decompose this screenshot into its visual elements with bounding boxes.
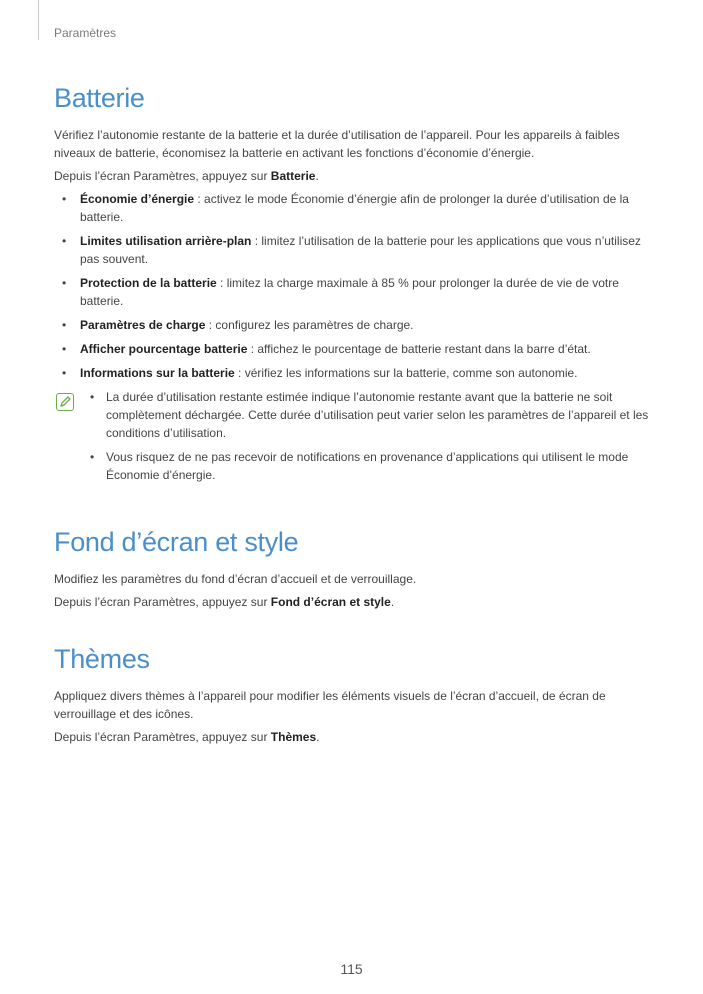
section-wallpaper bbox=[54, 524, 654, 611]
bullet: • bbox=[62, 366, 67, 380]
page-content bbox=[54, 80, 654, 751]
list-item: • Paramètres de charge : configurez les paramètres de charge. bbox=[62, 318, 414, 332]
themes-path: Depuis l’écran Paramètres, appuyez sur Thèmes. bbox=[54, 730, 320, 744]
section-title-wallpaper: Fond d’écran et style bbox=[54, 527, 299, 557]
list-item: • Vous risquez de ne pas recevoir de notifications en provenance d’applications qui utilisent le mode Économie d’énergie. bbox=[90, 450, 629, 482]
section-battery bbox=[54, 80, 654, 484]
battery-intro: Vérifiez l’autonomie restante de la batterie et la durée d’utilisation de l’appareil. Pour les appareils à faibles niveaux de batterie, économisez la batterie en activant les fonctions d’économie d’énergie. bbox=[54, 128, 620, 160]
bullet: • bbox=[62, 276, 67, 290]
list-item: • Protection de la batterie : limitez la charge maximale à 85 % pour prolonger la durée de vie de votre batterie. bbox=[62, 276, 619, 308]
bullet: • bbox=[62, 192, 67, 206]
section-title-themes: Thèmes bbox=[54, 644, 150, 674]
bullet: • bbox=[62, 342, 67, 356]
wallpaper-intro: Modifiez les paramètres du fond d’écran d’accueil et de verrouillage. bbox=[54, 572, 417, 586]
list-item: • Afficher pourcentage batterie : affichez le pourcentage de batterie restant dans la barre d’état. bbox=[62, 342, 591, 356]
note-pencil-icon bbox=[56, 393, 74, 411]
list-item: • Limites utilisation arrière-plan : limitez l’utilisation de la batterie pour les applications que vous n’utilisez pas souvent. bbox=[62, 234, 641, 266]
section-themes bbox=[54, 641, 654, 746]
bullet: • bbox=[90, 450, 95, 464]
list-item: • Informations sur la batterie : vérifiez les informations sur la batterie, comme son autonomie. bbox=[62, 366, 578, 380]
header-divider bbox=[38, 0, 39, 40]
list-item: • La durée d’utilisation restante estimée indique l’autonomie restante avant que la batterie ne soit complètement déchargée. Cette durée d’utilisation peut varier selon les paramètres de l’appareil et les conditions d’utilisation. bbox=[90, 390, 649, 440]
battery-path: Depuis l’écran Paramètres, appuyez sur Batterie. bbox=[54, 169, 319, 183]
wallpaper-path-target: Fond d’écran et style bbox=[270, 595, 391, 609]
running-header: Paramètres bbox=[54, 26, 117, 40]
list-item: • Économie d’énergie : activez le mode Économie d’énergie afin de prolonger la durée d’utilisation de la batterie. bbox=[62, 192, 629, 224]
themes-path-target: Thèmes bbox=[270, 730, 317, 744]
note-box bbox=[54, 388, 654, 484]
bullet: • bbox=[62, 234, 67, 248]
battery-options-list bbox=[54, 190, 654, 382]
battery-path-target: Batterie bbox=[270, 169, 316, 183]
bullet: • bbox=[62, 318, 67, 332]
section-title-battery: Batterie bbox=[54, 83, 145, 113]
bullet: • bbox=[90, 390, 95, 404]
note-list bbox=[90, 388, 654, 484]
page-number: 115 bbox=[340, 961, 363, 977]
wallpaper-path: Depuis l’écran Paramètres, appuyez sur Fond d’écran et style. bbox=[54, 595, 395, 609]
themes-intro: Appliquez divers thèmes à l’appareil pour modifier les éléments visuels de l’écran d’accueil, de écran de verrouillage et des icônes. bbox=[54, 689, 606, 721]
